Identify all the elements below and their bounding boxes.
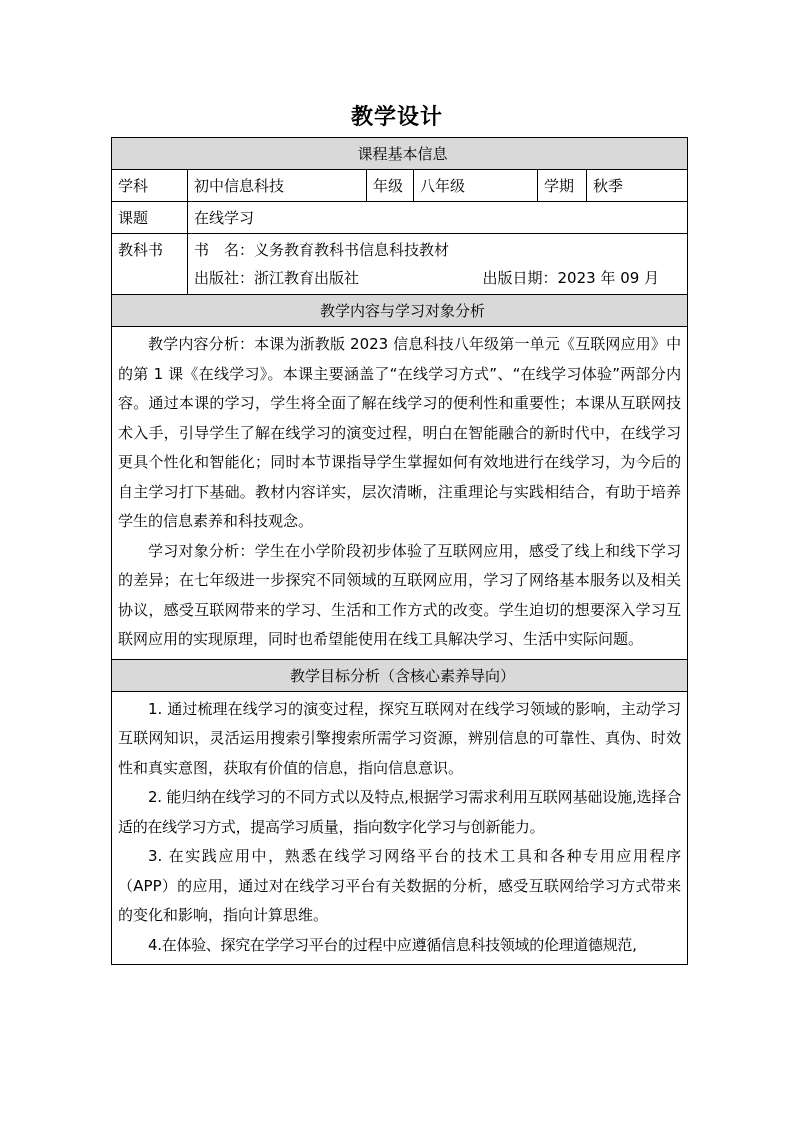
term-value: 秋季 bbox=[587, 170, 688, 202]
topic-label: 课题 bbox=[112, 202, 188, 234]
textbook-label: 教科书 bbox=[112, 234, 188, 295]
objective-item: 2. 能归纳在线学习的不同方式以及特点,根据学习需求利用互联网基础设施,选择合适的在线学习方式，提高学习质量，指向数字化学习与创新能力。 bbox=[118, 788, 682, 836]
section-header-basic-info: 课程基本信息 bbox=[112, 138, 688, 170]
publish-date-line: 出版日期：2023 年 09 月 bbox=[482, 269, 660, 287]
document-title: 教学设计 bbox=[350, 105, 443, 130]
subject-label: 学科 bbox=[112, 170, 188, 202]
subject-value: 初中信息科技 bbox=[188, 170, 367, 202]
publisher-line: 出版社：浙江教育出版社 bbox=[194, 269, 360, 287]
topic-value: 在线学习 bbox=[188, 202, 688, 234]
learner-analysis-paragraph: 学习对象分析：学生在小学阶段初步体验了互联网应用，感受了线上和线下学习的差异；在七年级进一步探究不同领域的互联网应用，学习了网络基本服务以及相关协议，感受互联网带来的学习、生活和工作方式的改变。学生迫切的想要深入学习互联网应用的实现原理，同时也希望能使用在线工具解决学习、生活中实际问题。 bbox=[118, 541, 682, 648]
objective-item: 1. 通过梳理在线学习的演变过程，探究互联网对在线学习领域的影响，主动学习互联网知识，灵活运用搜索引擎搜索所需学习资源，辨别信息的可靠性、真伪、时效性和真实意图，获取有价值的信息，指向信息意识。 bbox=[118, 699, 682, 777]
grade-value: 八年级 bbox=[414, 170, 538, 202]
section-header-objectives: 教学目标分析（含核心素养导向） bbox=[112, 659, 688, 691]
term-label: 学期 bbox=[538, 170, 587, 202]
objective-item: 3. 在实践应用中，熟悉在线学习网络平台的技术工具和各种专用应用程序（APP）的应用，通过对在线学习平台有关数据的分析，感受互联网给学习方式带来的变化和影响，指向计算思维。 bbox=[118, 847, 682, 924]
publisher-row bbox=[194, 264, 681, 292]
textbook-info bbox=[188, 234, 688, 295]
analysis-cell bbox=[112, 327, 688, 660]
book-name-line: 书 名：义务教育教科书信息科技教材 bbox=[194, 241, 450, 259]
objectives-cell bbox=[112, 691, 688, 965]
section-header-content-analysis: 教学内容与学习对象分析 bbox=[112, 295, 688, 327]
objective-item: 4.在体验、探究在学学习平台的过程中应遵循信息科技领域的伦理道德规范, bbox=[148, 935, 637, 954]
lesson-plan-table bbox=[111, 137, 688, 965]
content-analysis-paragraph: 教学内容分析：本课为浙教版 2023 信息科技八年级第一单元《互联网应用》中的第 1 课《在线学习》。本课主要涵盖了“在线学习方式”、“在线学习体验”两部分内容。通过本课的学习，学生将全面了解在线学习的便利性和重要性；本课从互联网技术入手，引导学生了解在线学习的演变过程，明白在智能融合的新时代中，在线学习更具个性化和智能化；同时本节课指导学生掌握如何有效地进行在线学习，为今后的自主学习打下基础。教材内容详实，层次清晰，注重理论与实践相结合，有助于培养学生的信息素养和科技观念。 bbox=[118, 335, 682, 530]
grade-label: 年级 bbox=[367, 170, 414, 202]
